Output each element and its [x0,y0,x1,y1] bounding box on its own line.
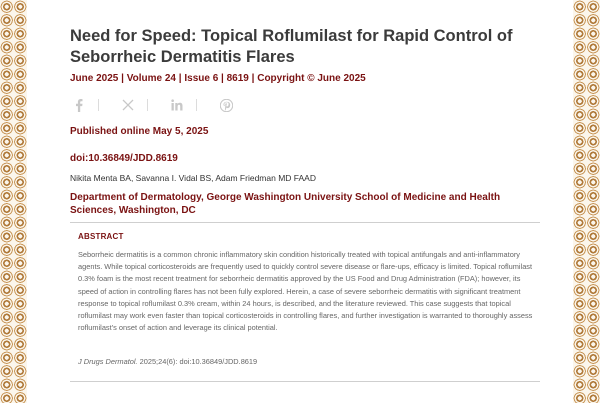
divider [98,99,99,111]
divider [196,99,197,111]
linkedin-icon[interactable] [170,98,184,112]
abstract-top-rule [70,222,540,223]
social-share-bar [72,98,255,112]
abstract-heading: ABSTRACT [78,232,124,241]
pinterest-icon[interactable] [219,98,233,112]
decorative-border-right [573,0,600,403]
issue-meta-line: June 2025 | Volume 24 | Issue 6 | 8619 | Copyright © June 2025 [70,73,366,84]
citation-details: 2025;24(6): doi:10.36849/JDD.8619 [137,357,258,366]
divider [147,99,148,111]
decorative-border-left [0,0,27,403]
facebook-icon[interactable] [72,98,86,112]
abstract-text: Seborrheic dermatitis is a common chronic inflammatory skin condition historically treated with topical antifungals and anti-inflammatory agents. While topical corticosteroids are frequently used to quickly control severe disease or flare-ups, efficacy is limited. Topical roflumilast 0.3% foam is the most recent treatment for seborrheic dermatitis approved by the US Food and Drug Administration (FDA); however, its speed of action in controlling flares has not been fully explored. Herein, a case of severe seborrheic dermatitis with significant treatment response to topical roflumilast 0.3% cream, within 24 hours, is described, and the literature reviewed. This case suggests that topical roflumilast may work even faster than topical corticosteroids in controlling flares, and further investigation is warranted to thoroughly assess roflumilast’s onset of action and leverage its clinical potential. [78,250,533,333]
citation [78,357,257,366]
published-date: Published online May 5, 2025 [70,126,209,137]
abstract-bottom-rule [70,381,540,382]
author-affiliation: Department of Dermatology, George Washington University School of Medicine and Health Sciences, Washington, DC [70,192,501,216]
doi-link[interactable]: doi:10.36849/JDD.8619 [70,153,178,164]
article-title: Need for Speed: Topical Roflumilast for Rapid Control of Seborrheic Dermatitis Flares [70,27,513,66]
author-list: Nikita Menta BA, Savanna I. Vidal BS, Adam Friedman MD FAAD [70,173,316,183]
citation-journal: J Drugs Dermatol. [78,357,138,366]
x-twitter-icon[interactable] [121,98,135,112]
